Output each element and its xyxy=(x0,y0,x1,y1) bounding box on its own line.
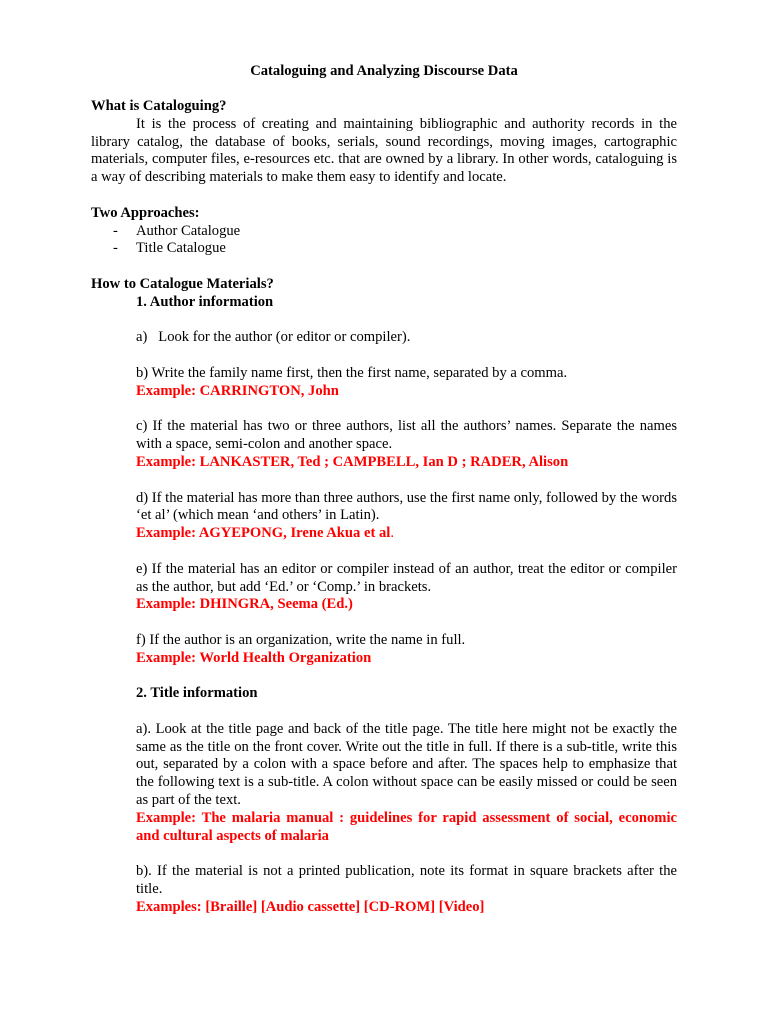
document-title: Cataloguing and Analyzing Discourse Data xyxy=(250,63,518,79)
heading-how-to-catalogue: How to Catalogue Materials? xyxy=(91,275,274,292)
author-step-c: c) If the material has two or three authors, list all the authors’ names. Separate the names with a space, semi-colon and another space. xyxy=(136,418,677,453)
author-example-b: Example: CARRINGTON, John xyxy=(136,382,339,399)
author-step-b: b) Write the family name first, then the first name, separated by a comma. xyxy=(136,364,568,381)
heading-two-approaches: Two Approaches: xyxy=(91,204,200,221)
author-step-d: d) If the material has more than three authors, use the first name only, followed by the words ‘et al’ (which mean ‘and others’ in Latin). xyxy=(136,489,677,524)
author-example-c: Example: LANKASTER, Ted ; CAMPBELL, Ian D ; RADER, Alison xyxy=(136,453,569,470)
author-example-e: Example: DHINGRA, Seema (Ed.) xyxy=(136,596,353,613)
list-item: - Title Catalogue xyxy=(113,240,677,258)
title-step-a: a). Look at the title page and back of the title page. The title here might not be exactly the same as the title on the front cover. Write out the title in full. If there is a sub-title, write this out, separated by a colon with a space before and after. The spaces help to emphasize that the following text is a sub-title. A colon without space can be easily missed or could be seen as part of the text. xyxy=(136,720,677,809)
title-example-b: Examples: [Braille] [Audio cassette] [CD-ROM] [Video] xyxy=(136,898,485,915)
author-example-d: Example: AGYEPONG, Irene Akua et al xyxy=(136,525,391,542)
document-body xyxy=(91,98,677,917)
heading-author-information: 1. Author information xyxy=(136,293,274,310)
definition-paragraph: It is the process of creating and maintaining bibliographic and authority records in the library catalog, the database of books, serials, sound recordings, moving images, cartographic materials, computer files, e-resources etc. that are owned by a library. In other words, cataloguing is a way of describing materials to make them easy to identify and locate. xyxy=(91,115,677,186)
author-step-a: a) Look for the author (or editor or compiler). xyxy=(136,329,411,346)
author-step-e: e) If the material has an editor or compiler instead of an author, treat the editor or compiler as the author, but add ‘Ed.’ or ‘Comp.’ in brackets. xyxy=(136,560,677,595)
title-example-a: Example: The malaria manual : guidelines for rapid assessment of social, economic and cultural aspects of malaria xyxy=(136,809,677,844)
author-step-f: f) If the author is an organization, write the name in full. xyxy=(136,631,466,648)
heading-what-is-cataloguing: What is Cataloguing? xyxy=(91,98,227,114)
list-item: - Author Catalogue xyxy=(113,223,677,241)
author-example-d-line: Example: AGYEPONG, Irene Akua et al. xyxy=(136,525,394,542)
author-example-f: Example: World Health Organization xyxy=(136,649,372,666)
approaches-list xyxy=(91,223,677,259)
title-step-b: b). If the material is not a printed publication, note its format in square brackets after the title. xyxy=(136,863,677,898)
heading-title-information: 2. Title information xyxy=(136,685,258,702)
author-section xyxy=(136,294,677,917)
